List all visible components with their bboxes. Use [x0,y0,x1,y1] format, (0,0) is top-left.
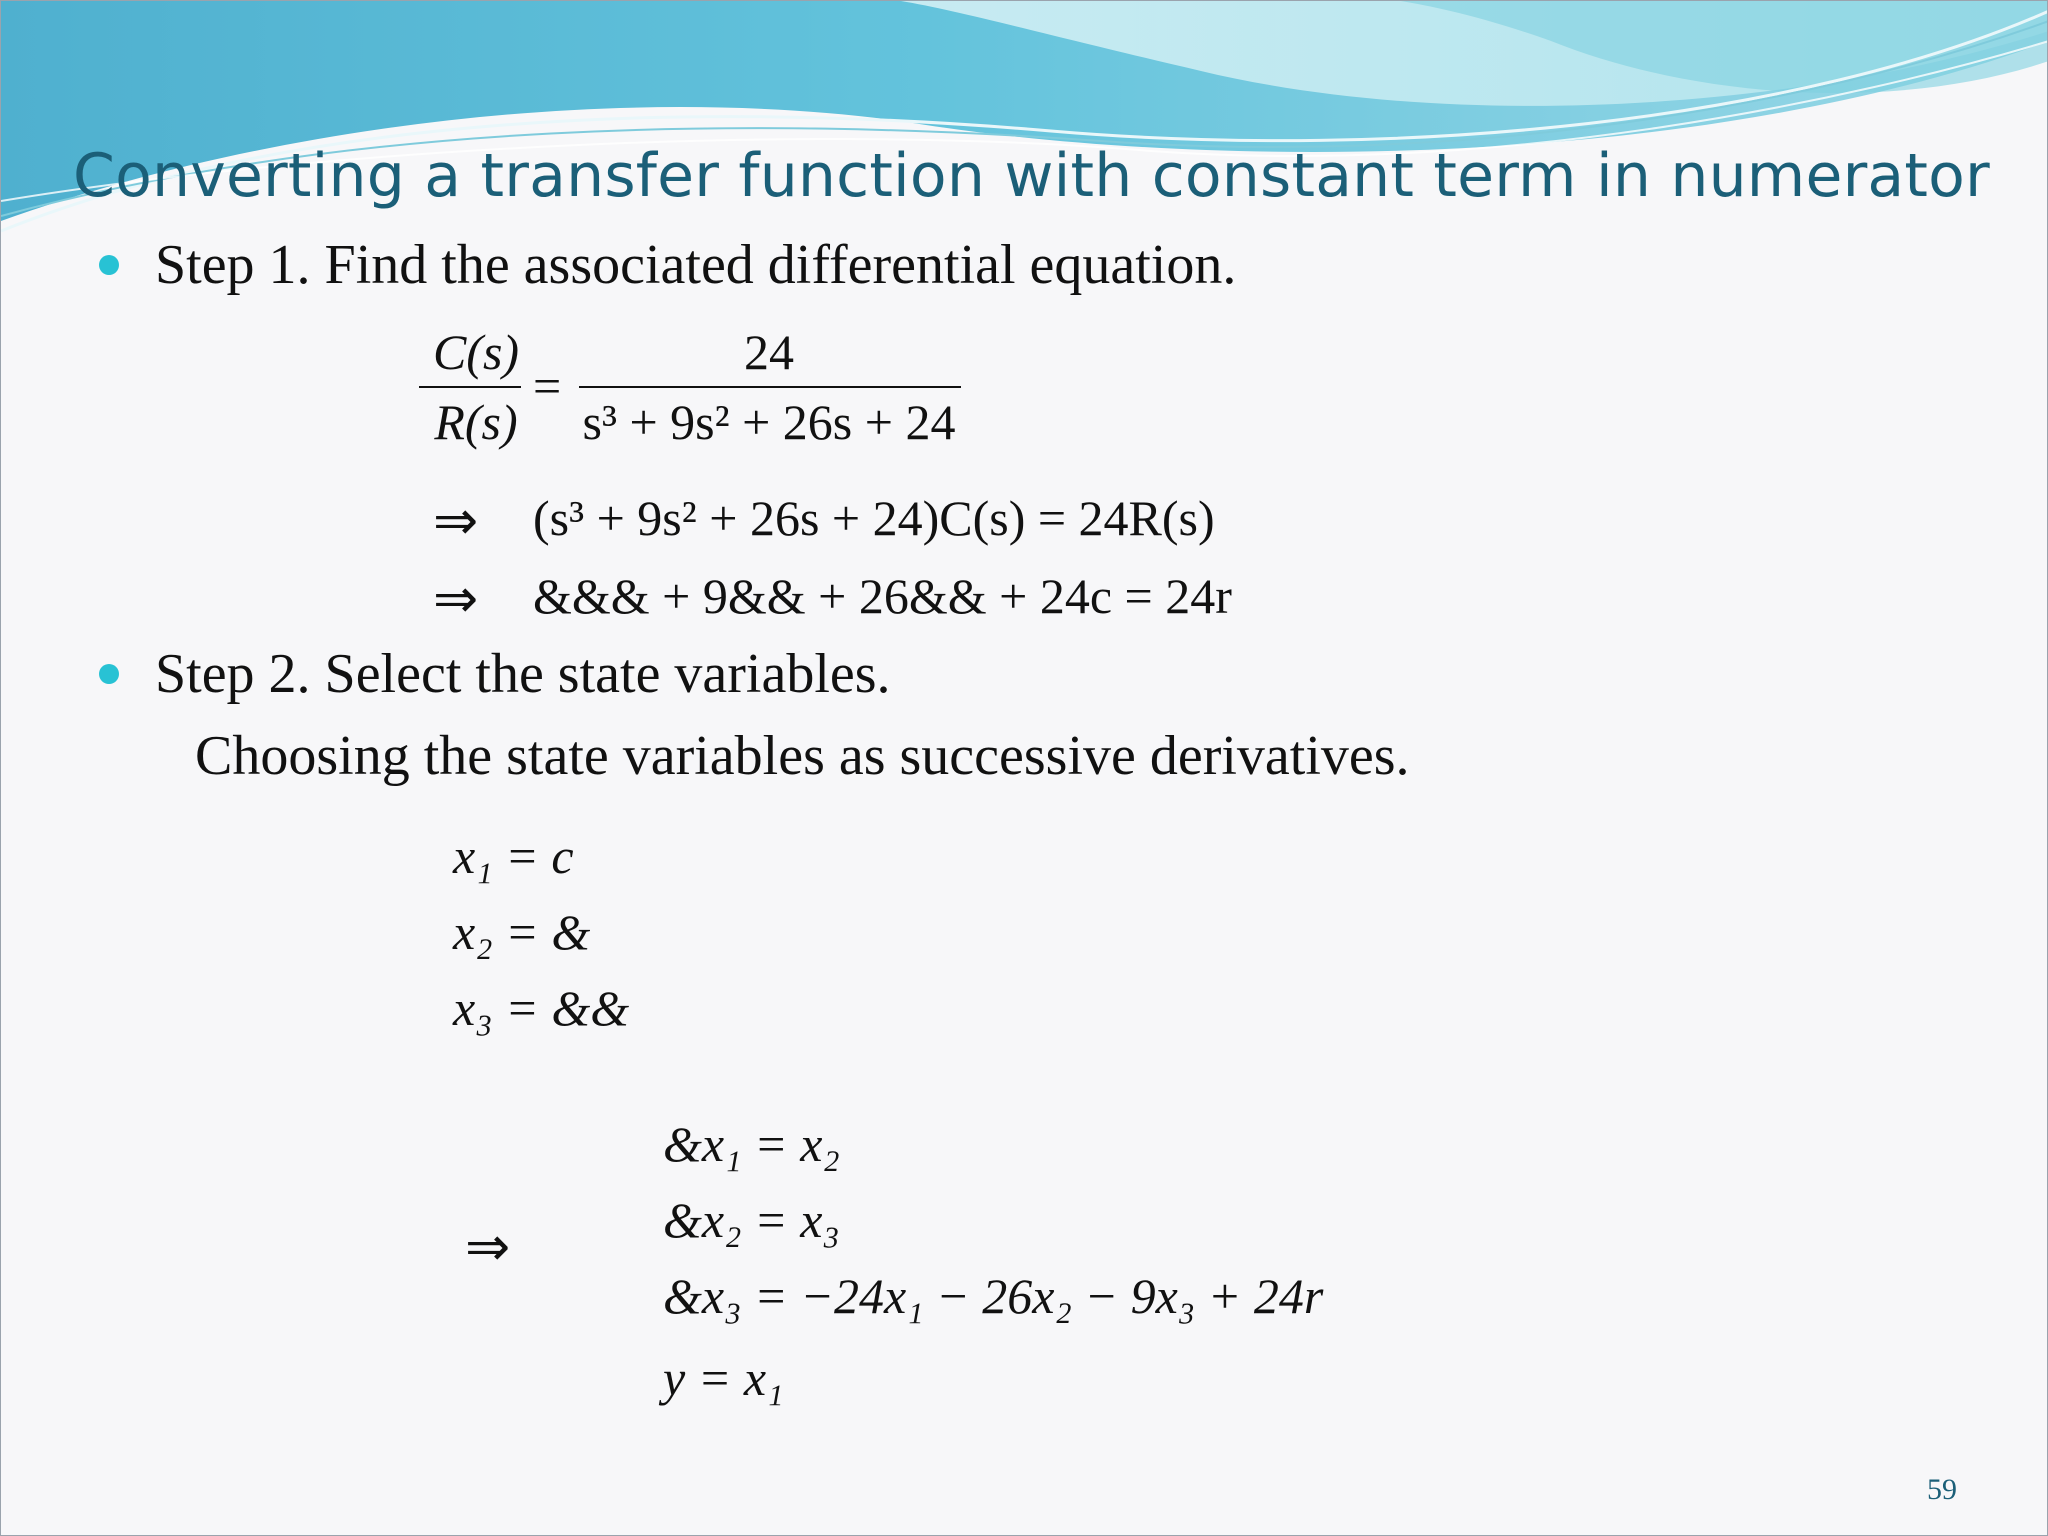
state-eq-3: &x₃ = −24x₁ − 26x₂ − 9x₃ + 24r [663,1268,1324,1324]
tf-left-denominator: R(s) [434,394,518,450]
state-eq-1: &x₁ = x₂ [663,1116,840,1172]
step-2-subtext: Choosing the state variables as successive derivatives. [195,725,1410,787]
header-banner [1,1,2048,261]
bullet-dot-icon [99,664,119,684]
output-eq: y = x₁ [663,1350,784,1406]
implies-arrow-2: ⇒ [433,567,479,630]
state-def-3: x₃ = && [453,980,630,1036]
page-number: 59 [1927,1473,1957,1506]
bullet-step-1 [155,233,1236,297]
tf-left-bar [419,386,521,388]
tf-right-bar [579,386,961,388]
laplace-equation: (s³ + 9s² + 26s + 24)C(s) = 24R(s) [533,490,1215,546]
step-1-text: Step 1. Find the associated differential equation. [155,234,1237,296]
state-eq-2: &x₂ = x₃ [663,1192,840,1248]
tf-right-denominator: s³ + 9s² + 26s + 24 [582,394,956,450]
step-2-text: Step 2. Select the state variables. [155,643,891,705]
implies-arrow-3: ⇒ [465,1215,511,1278]
bullet-dot-icon [99,255,119,275]
tf-right-numerator: 24 [744,324,794,380]
tf-equals: = [533,358,562,414]
differential-equation: &&& + 9&& + 26&& + 24c = 24r [533,568,1232,624]
implies-arrow-1: ⇒ [433,489,479,552]
slide-title: Converting a transfer function with constant term in numerator [73,141,1990,211]
state-def-2: x₂ = & [453,904,591,960]
bullet-step-2 [155,642,891,706]
tf-left-numerator: C(s) [432,324,520,380]
state-def-1: x₁ = c [453,828,574,884]
